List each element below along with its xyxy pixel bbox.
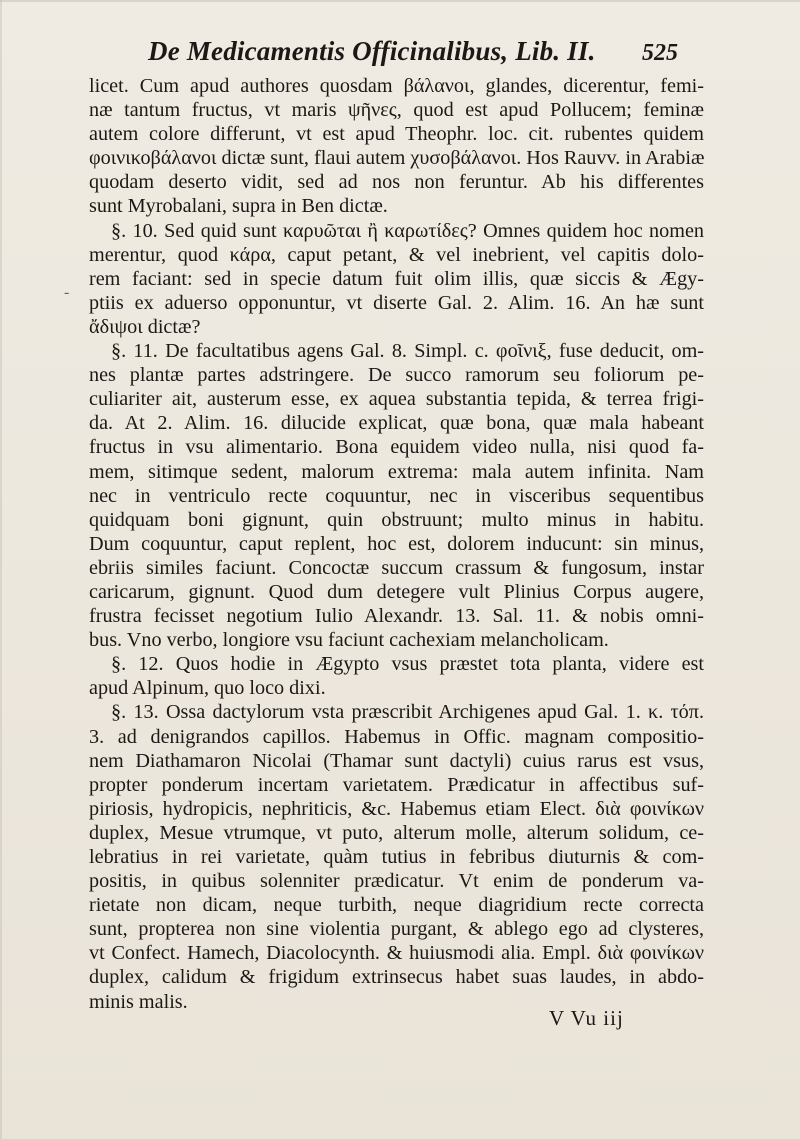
text-line: §. 13. Ossa dactylorum vsta præscribit Archigenes apud Gal. 1. κ. τόπ. xyxy=(111,701,704,724)
text-line: frustra fecisset negotium Iulio Alexandr. 13. Sal. 11. & nobis omni- xyxy=(89,605,704,628)
text-line: merentur, quod κάρα, caput petant, & vel inebrient, vel capitis dolo- xyxy=(89,243,704,266)
text-line: §. 11. De facultatibus agens Gal. 8. Simpl. c. φοῖνιξ, fuse deducit, om- xyxy=(111,340,704,363)
text-line: Dum coquuntur, caput replent, hoc est, dolorem inducunt: sin minus, xyxy=(89,532,704,555)
text-line: vt Confect. Hamech, Diacolocynth. & huiusmodi alia. Empl. διὰ φοινίκων xyxy=(89,942,704,965)
text-line: culiariter ait, austerum esse, ex aquea substantia tepida, & terrea frigi- xyxy=(89,388,704,411)
text-line: nes plantæ partes adstringere. De succo ramorum seu foliorum pe- xyxy=(89,364,704,387)
text-line: lebratius in rei varietate, quàm tutius in febribus diuturnis & com- xyxy=(89,846,704,868)
text-line: positis, in quibus solenniter prædicatur. Vt enim de ponderum va- xyxy=(89,870,704,893)
text-line: mem, sitimque sedent, malorum extrema: mala autem infinita. Nam xyxy=(89,460,704,483)
text-line: §. 10. Sed quid sunt καρυῶται ἢ καρωτίδες? Omnes quidem hoc nomen xyxy=(111,219,704,242)
text-line: næ tantum fructus, vt maris ψῆνες, quod est apud Pollucem; feminæ xyxy=(89,99,704,122)
text-line: ἄδιψοι dictæ? xyxy=(89,315,201,338)
text-line: §. 12. Quos hodie in Ægypto vsus præstet tota planta, videre est xyxy=(111,653,704,676)
margin-dash: - xyxy=(64,284,70,301)
scan-edge-top xyxy=(0,0,800,2)
text-line: φοινικοβάλανοι dictæ sunt, flaui autem χυσοβάλανοι. Hos Rauvv. in Arabiæ xyxy=(89,147,705,170)
text-line: sunt, propterea non sine violentia purgant, & ablego ego ad clysteres, xyxy=(89,918,704,941)
text-line: rem faciant: sed in specie datum fuit olim illis, quæ siccis & Ægy- xyxy=(89,267,704,290)
scan-edge-left xyxy=(0,0,2,1139)
text-line: piriosis, hydropicis, nephriticis, &c. Habemus etiam Elect. διὰ φοινίκων xyxy=(89,797,704,820)
body-text xyxy=(89,74,704,1014)
running-head xyxy=(118,36,678,76)
text-line: sunt Myrobalani, supra in Ben dictæ. xyxy=(89,195,388,218)
running-title: De Medicamentis Officinalibus, Lib. II. xyxy=(148,36,596,66)
text-line: quidquam boni gignunt, quin obstruunt; multo minus in habitu. xyxy=(89,508,704,531)
text-line: 3. ad denigrandos capillos. Habemus in Offic. magnam compositio- xyxy=(89,725,704,748)
text-line: minis malis. xyxy=(89,990,188,1013)
text-line: da. At 2. Alim. 16. dilucide explicat, quæ bona, quæ mala habeant xyxy=(89,412,704,435)
text-line: duplex, Mesue vtrumque, vt puto, alterum molle, alterum solidum, ce- xyxy=(89,821,704,844)
catchword: V Vu iij xyxy=(549,1006,624,1030)
text-line: bus. Vno verbo, longiore vsu faciunt cachexiam melancholicam. xyxy=(89,629,609,652)
text-line: ebriis similes faciunt. Concoctæ succum crassum & fungosum, instar xyxy=(89,556,704,579)
text-line: caricarum, gignunt. Quod dum detegere vult Plinius Corpus augere, xyxy=(89,580,704,603)
text-line: licet. Cum apud authores quosdam βάλανοι, glandes, dicerentur, femi- xyxy=(89,75,704,97)
text-line: fructus in vsu alimentario. Bona equidem video nulla, nisi quod fa- xyxy=(89,436,704,459)
text-line: duplex, calidum & frigidum extrinsecus habet suas laudes, in abdo- xyxy=(89,966,704,989)
page-number: 525 xyxy=(642,40,678,66)
text-line: ptiis ex aduerso opponuntur, vt diserte Gal. 2. Alim. 16. An hæ sunt xyxy=(89,291,704,314)
text-line: propter ponderum incertam varietatem. Prædicatur in affectibus suf- xyxy=(89,773,704,796)
text-line: apud Alpinum, quo loco dixi. xyxy=(89,677,326,700)
text-line: autem colore differunt, vt est apud Theophr. loc. cit. rubentes quidem xyxy=(89,123,704,146)
text-line: rietate non dicam, neque turbith, neque diagridium recte correcta xyxy=(89,894,704,917)
text-line: quodam deserto vidit, sed ad nos non feruntur. Ab his differentes xyxy=(89,171,704,194)
text-line: nec in ventriculo recte coquuntur, nec in visceribus sequentibus xyxy=(89,484,704,507)
text-line: nem Diathamaron Nicolai (Thamar sunt dactyli) cuius rarus est vsus, xyxy=(89,749,704,772)
